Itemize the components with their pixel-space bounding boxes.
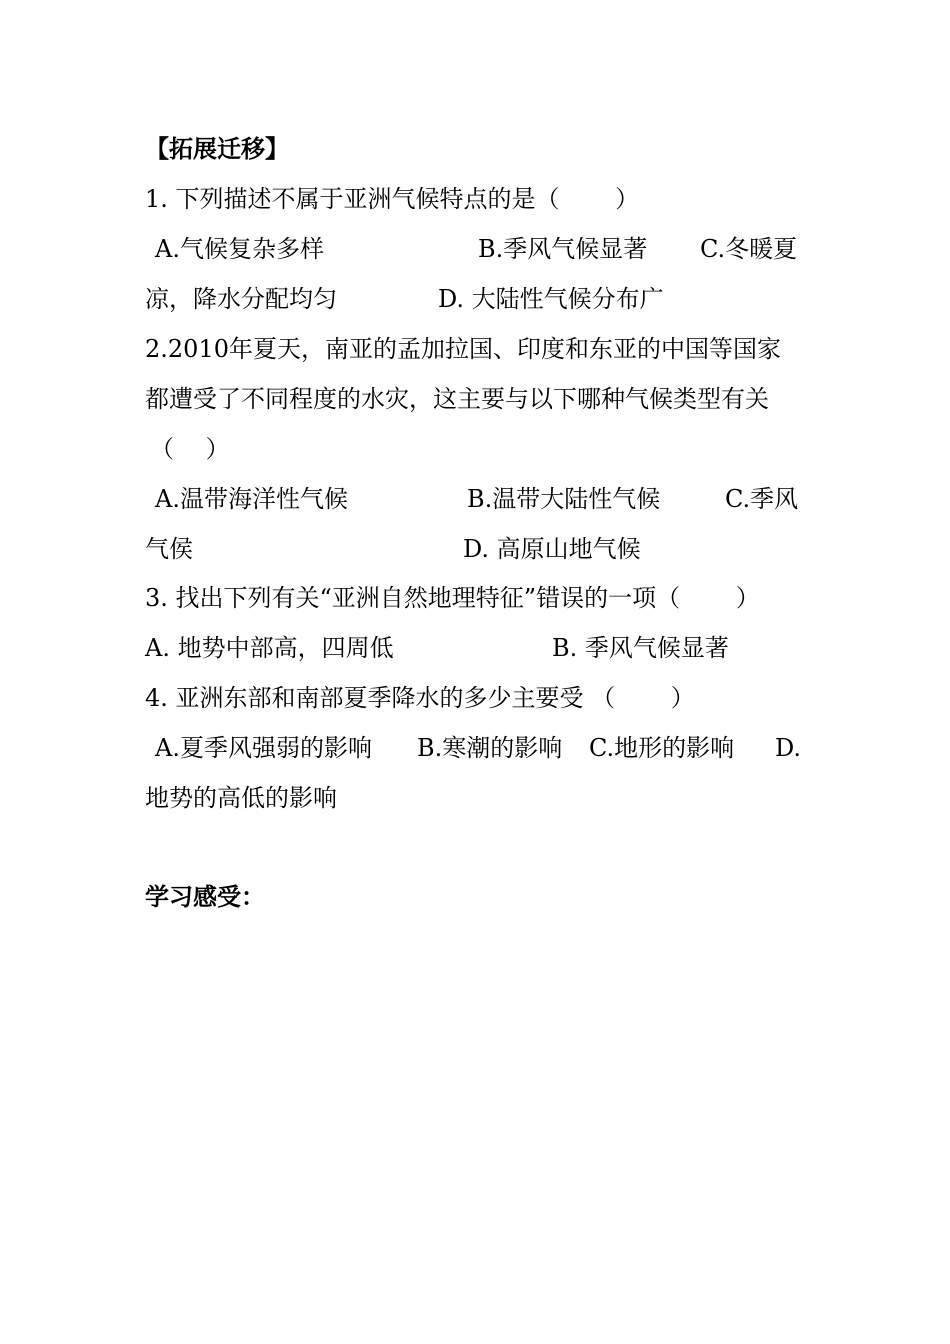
question-4-option-c: C.地形的影响 — [589, 734, 735, 762]
question-3-stem: 3. 找出下列有关“亚洲自然地理特征”错误的一项（ ） — [145, 584, 760, 612]
question-1-option-c-continued: 凉，降水分配均匀 — [145, 285, 337, 313]
section-title: 【拓展迁移】 — [145, 134, 289, 163]
question-4-option-b: B.寒潮的影响 — [417, 734, 563, 762]
question-4-stem: 4. 亚洲东部和南部夏季降水的多少主要受 （ ） — [145, 684, 695, 712]
reflection-title: 学习感受： — [145, 882, 265, 911]
question-2-option-a: A.温带海洋性气候 — [155, 485, 348, 513]
question-2-stem-line-2: 都遭受了不同程度的水灾，这主要与以下哪种气候类型有关 — [145, 385, 769, 413]
question-1-option-b: B.季风气候显著 — [478, 235, 648, 263]
question-2-option-c: C.季风 — [725, 485, 799, 513]
question-4-option-d: D. — [775, 734, 802, 762]
question-2-stem-line-3: （ ） — [150, 435, 230, 463]
question-2-option-d: D. 高原山地气候 — [463, 535, 641, 563]
question-1-option-c: C.冬暖夏 — [700, 235, 798, 263]
question-1-option-d: D. 大陆性气候分布广 — [438, 285, 664, 313]
question-3-option-b: B. 季风气候显著 — [552, 634, 729, 662]
question-2-option-c-continued: 气侯 — [145, 535, 193, 563]
question-4-option-d-continued: 地势的高低的影响 — [145, 784, 337, 812]
question-1-option-a: A.气候复杂多样 — [155, 235, 324, 263]
question-2-option-b: B.温带大陆性气候 — [467, 485, 661, 513]
question-2-stem-line-1: 2.2010年夏天，南亚的孟加拉国、印度和东亚的中国等国家 — [145, 335, 781, 363]
question-1-stem: 1. 下列描述不属于亚洲气候特点的是（ ） — [145, 185, 640, 213]
question-3-option-a: A. 地势中部高，四周低 — [145, 634, 394, 662]
question-4-option-a: A.夏季风强弱的影响 — [155, 734, 372, 762]
